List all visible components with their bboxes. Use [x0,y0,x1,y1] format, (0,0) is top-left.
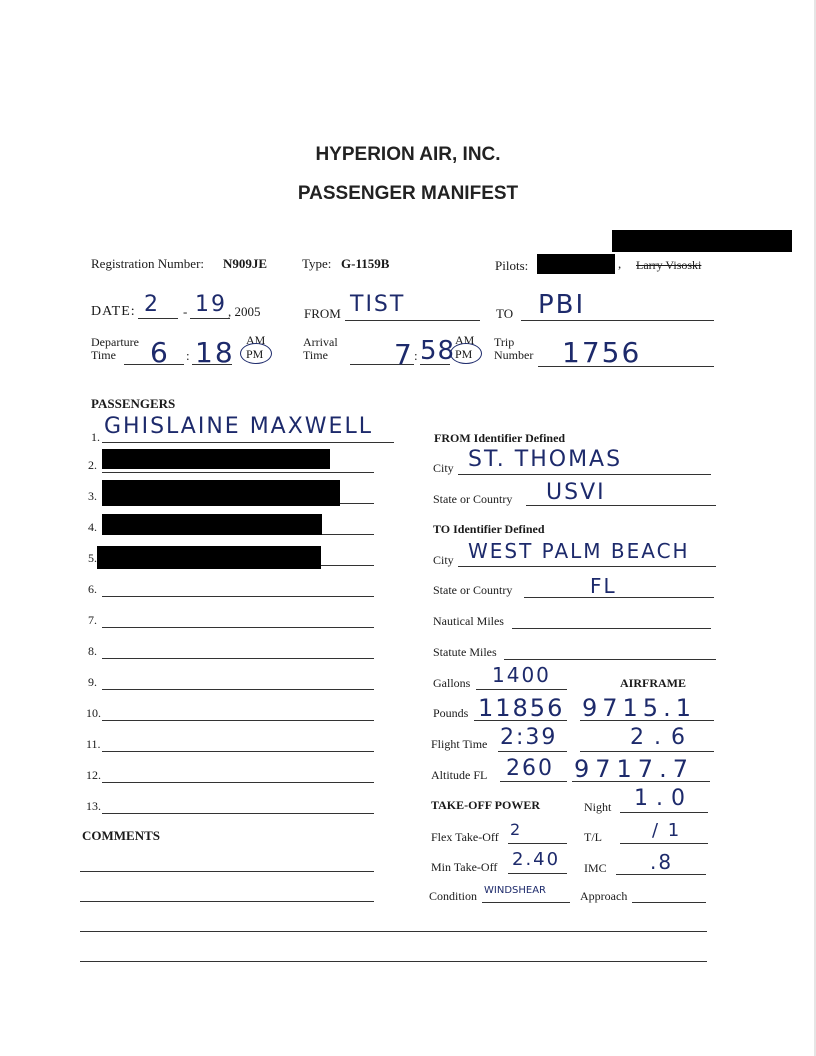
tl-line [620,843,708,844]
redaction-bar [102,449,330,469]
arrival-pm: PM [455,347,473,361]
passenger-number: 2. [88,458,97,472]
altitude-line [500,781,567,782]
trip-number: 1756 [562,336,642,369]
passenger-number: 9. [88,675,97,689]
arrival-pm-circle [450,343,482,364]
tl-value: / 1 [652,820,682,841]
passenger-line [102,596,374,597]
passenger-number: 4. [88,520,97,534]
arrival-hour: 7 [394,338,414,371]
condition-value: WINDSHEAR [484,885,546,896]
type-label: Type: [302,256,332,271]
passenger-line [102,813,374,814]
from-city-line [458,474,711,475]
comments-heading: COMMENTS [82,828,160,843]
from-value: TIST [350,292,406,317]
imc-line [616,874,706,875]
min-takeoff-label: Min Take-Off [431,860,498,874]
redaction-bar [612,230,792,252]
arrival-label: Arrival Time [303,335,338,362]
comments-line [80,871,374,872]
date-year: , 2005 [228,304,261,319]
night-value: 1.0 [634,786,693,811]
pounds-value: 11856 [478,694,565,722]
to-state-line [524,597,714,598]
altitude-label: Altitude FL [431,768,488,782]
from-label: FROM [304,306,341,321]
gallons-line [476,689,567,690]
to-city-line [458,566,716,567]
passenger-name: GHISLAINE MAXWELL [104,414,373,439]
min-takeoff-line [508,873,567,874]
to-identifier-heading: TO Identifier Defined [433,522,545,536]
pounds-label: Pounds [433,706,469,720]
from-state-label: State or Country [433,492,513,506]
from-line [345,320,480,321]
approach-line [632,902,706,903]
passenger-line [102,658,374,659]
from-city-label: City [433,461,454,475]
date-month: 2 [144,292,160,317]
to-label: TO [496,306,514,321]
flight-time-value: 2:39 [500,725,558,750]
pilots-comma: , [618,256,622,271]
passenger-number: 5. [88,551,97,565]
airframe-label: AIRFRAME [620,676,686,690]
airframe-3-value: 9717.7 [574,755,694,783]
to-value: PBI [538,290,586,320]
company-title: HYPERION AIR, INC. [315,144,501,165]
departure-minute: 18 [195,336,235,369]
condition-line [482,902,570,903]
date-sep: - [183,304,188,319]
flex-takeoff-value: 2 [510,820,523,839]
arrival-minute: 58 [420,336,456,366]
imc-value: .8 [650,850,674,874]
form-title: PASSENGER MANIFEST [297,183,519,204]
passenger-line [102,751,374,752]
from-state-value: USVI [546,480,606,505]
passengers-heading: PASSENGERS [91,396,176,411]
passenger-line [102,442,394,443]
passenger-line [102,782,374,783]
departure-pm: PM [246,347,264,361]
passenger-number: 12. [86,768,101,782]
departure-hour: 6 [150,336,170,369]
airframe-1-value: 9715.1 [582,694,696,722]
passenger-number: 13. [86,799,101,813]
type-value: G-1159B [341,256,390,271]
approach-label: Approach [580,889,628,903]
trip-label: Trip Number [494,335,534,362]
passenger-number: 1. [91,430,100,444]
comments-line [80,931,707,932]
pilot-name: Larry Visoski [636,258,702,272]
passenger-number: 3. [88,489,97,503]
departure-label: Departure Time [91,335,139,362]
airframe-2-value: 2.6 [630,725,695,750]
nautical-miles-label: Nautical Miles [433,614,504,628]
statute-miles-line [504,659,716,660]
night-label: Night [584,800,612,814]
from-identifier-heading: FROM Identifier Defined [434,431,566,445]
passenger-line [102,627,374,628]
departure-colon: : [186,348,190,363]
tl-label: T/L [584,830,602,844]
redaction-bar [102,514,322,535]
redaction-bar [537,254,615,274]
comments-line [80,961,707,962]
gallons-value: 1400 [492,663,551,687]
nautical-miles-line [512,628,711,629]
flex-takeoff-label: Flex Take-Off [431,830,499,844]
date-month-line [138,318,178,319]
date-day-line [190,318,230,319]
registration-label: Registration Number: [91,256,205,271]
passenger-number: 8. [88,644,97,658]
registration-value: N909JE [223,256,268,271]
to-line [521,320,714,321]
date-day: 19 [195,292,227,317]
arrival-am: AM [455,333,475,347]
from-state-line [526,505,716,506]
airframe-2-line [580,751,714,752]
arrival-colon: : [414,348,418,363]
passenger-line [102,472,374,473]
comments-line [80,901,374,902]
passenger-line [102,689,374,690]
to-state-value: FL [590,574,617,598]
passenger-number: 10. [86,706,101,720]
departure-am: AM [246,333,266,347]
night-line [620,812,708,813]
passenger-line [102,720,374,721]
redaction-bar [102,480,340,506]
to-city-label: City [433,553,454,567]
flight-time-line [498,751,567,752]
departure-pm-circle [240,343,272,364]
min-takeoff-value: 2.40 [512,849,561,870]
redaction-bar [97,546,321,569]
passenger-number: 11. [86,737,101,751]
date-label: DATE: [91,304,136,319]
pilots-label: Pilots: [495,258,529,273]
imc-label: IMC [584,861,607,875]
takeoff-power-label: TAKE-OFF POWER [431,798,540,812]
flex-takeoff-line [508,843,567,844]
altitude-value: 260 [506,756,554,781]
gallons-label: Gallons [433,676,471,690]
passenger-number: 7. [88,613,97,627]
to-state-label: State or Country [433,583,513,597]
flight-time-label: Flight Time [431,737,488,751]
to-city-value: WEST PALM BEACH [468,539,690,563]
statute-miles-label: Statute Miles [433,645,497,659]
from-city-value: ST. THOMAS [468,447,623,472]
condition-label: Condition [429,889,478,903]
passenger-number: 6. [88,582,97,596]
